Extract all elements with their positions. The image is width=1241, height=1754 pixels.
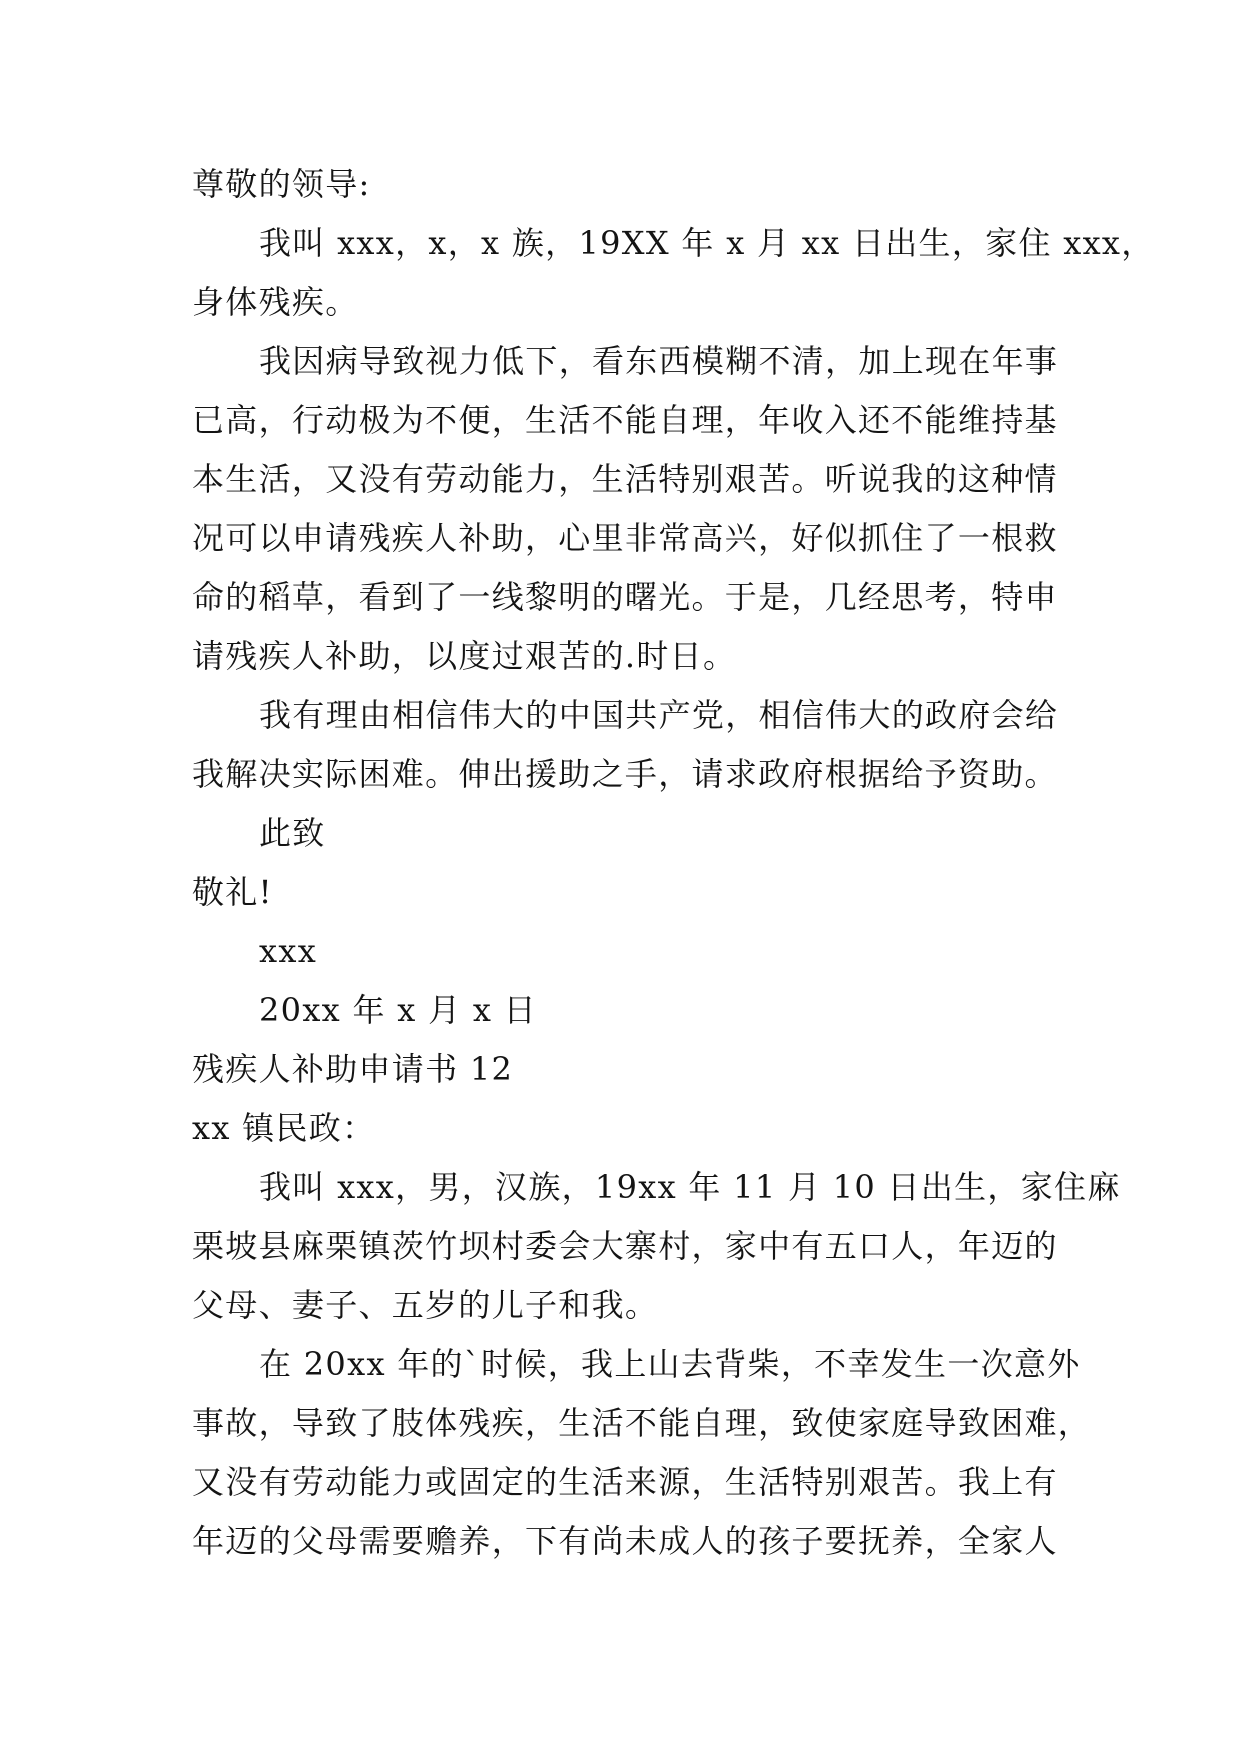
paragraph-line: 本生活，又没有劳动能力，生活特别艰苦。听说我的这种情 — [192, 460, 1058, 498]
paragraph-line: 我解决实际困难。伸出援助之手，请求政府根据给予资助。 — [192, 755, 1058, 793]
paragraph-line: 在 20xx 年的`时候，我上山去背柴，不幸发生一次意外 — [259, 1345, 1081, 1383]
paragraph-line: 栗坡县麻栗镇茨竹坝村委会大寨村，家中有五口人，年迈的 — [192, 1227, 1058, 1265]
salutation: xx 镇民政： — [192, 1109, 376, 1147]
letter-1 — [192, 155, 1155, 1040]
paragraph-line: 况可以申请残疾人补助，心里非常高兴，好似抓住了一根救 — [192, 519, 1058, 557]
paragraph-line: 又没有劳动能力或固定的生活来源，生活特别艰苦。我上有 — [192, 1463, 1058, 1501]
paragraph — [192, 1335, 1092, 1571]
paragraph — [192, 214, 1155, 332]
paragraph-line: 我叫 xxx，x，x 族，19XX 年 x 月 xx 日出生，家住 xxx， — [259, 224, 1155, 262]
letter-2 — [192, 1040, 1121, 1571]
paragraph-line: 命的稻草，看到了一线黎明的曙光。于是，几经思考，特申 — [192, 578, 1058, 616]
document-title: 残疾人补助申请书 12 — [192, 1050, 514, 1088]
paragraph-line: 身体残疾。 — [192, 283, 359, 321]
signature: xxx — [259, 932, 318, 970]
paragraph-line: 请残疾人补助，以度过艰苦的.时日。 — [192, 637, 737, 675]
paragraph-line: 已高，行动极为不便，生活不能自理，年收入还不能维持基 — [192, 401, 1058, 439]
regards: 敬礼! — [192, 873, 273, 911]
closing: 此致 — [259, 814, 326, 852]
paragraph — [192, 1158, 1121, 1335]
paragraph — [192, 332, 1060, 686]
paragraph-line: 我有理由相信伟大的中国共产党，相信伟大的政府会给 — [259, 696, 1059, 734]
paragraph-line: 事故，导致了肢体残疾，生活不能自理，致使家庭导致困难， — [192, 1404, 1092, 1442]
paragraph-line: 年迈的父母需要赡养，下有尚未成人的孩子要抚养，全家人 — [192, 1522, 1058, 1560]
paragraph-line: 父母、妻子、五岁的儿子和我。 — [192, 1286, 659, 1324]
date: 20xx 年 x 月 x 日 — [259, 991, 537, 1029]
salutation: 尊敬的领导: — [192, 165, 371, 203]
paragraph-line: 我叫 xxx，男，汉族，19xx 年 11 月 10 日出生，家住麻 — [259, 1168, 1121, 1206]
paragraph — [192, 686, 1060, 804]
paragraph-line: 我因病导致视力低下，看东西模糊不清，加上现在年事 — [259, 342, 1059, 380]
